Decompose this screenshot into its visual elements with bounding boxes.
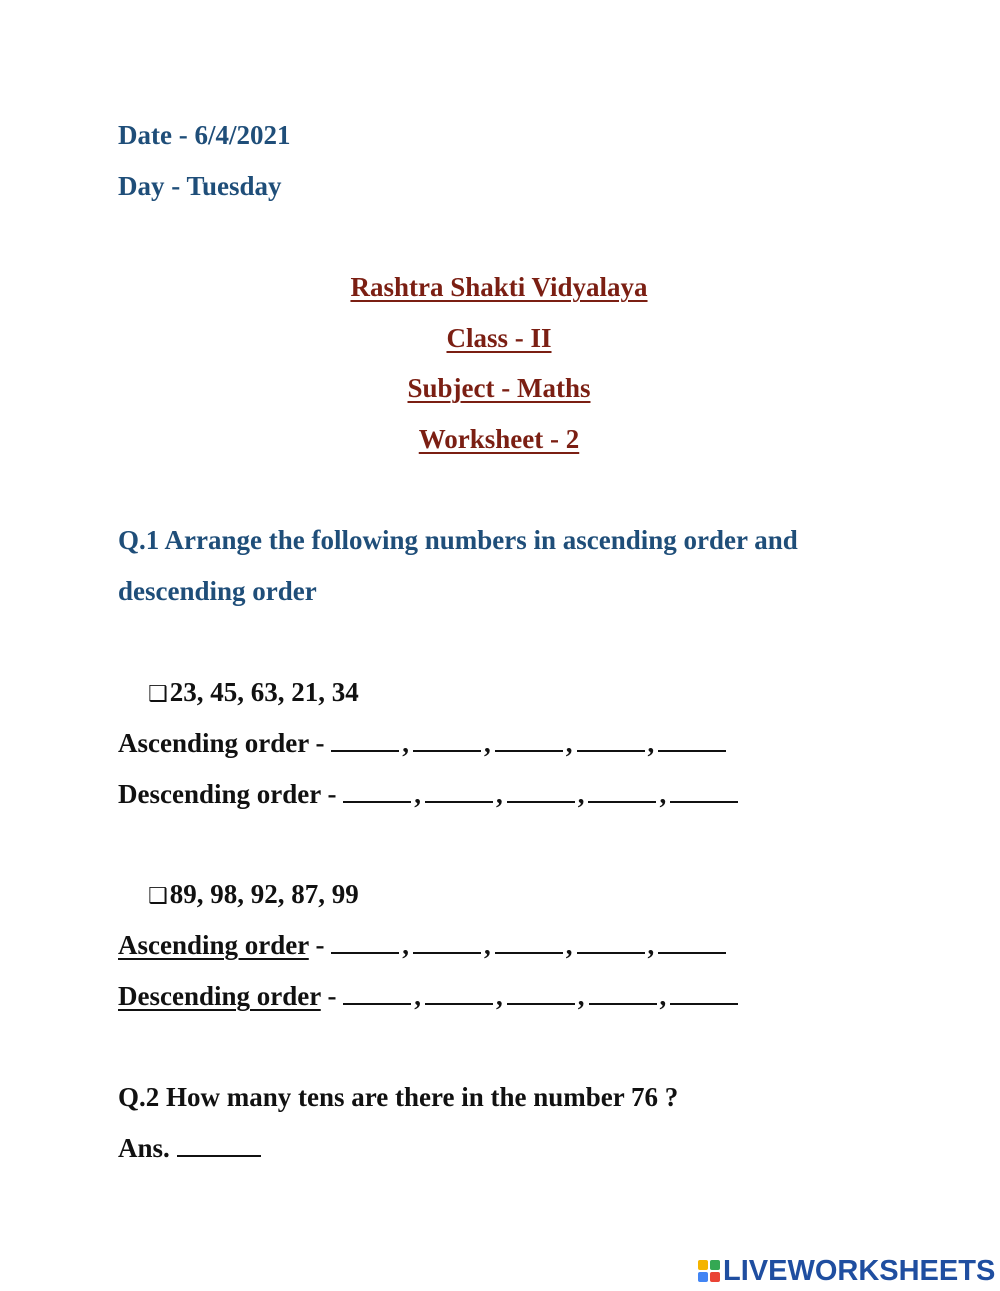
answer-blank[interactable] bbox=[413, 730, 481, 752]
answer-blank[interactable] bbox=[670, 983, 738, 1005]
set2-ascending-label: Ascending order bbox=[118, 930, 309, 960]
comma: , bbox=[647, 930, 655, 960]
answer-blank[interactable] bbox=[507, 781, 575, 803]
set1-ascending-row bbox=[118, 726, 726, 760]
logo-block bbox=[698, 1260, 708, 1270]
comma: , bbox=[484, 930, 491, 960]
comma: , bbox=[565, 930, 573, 960]
set1-ascending-label: Ascending order - bbox=[118, 728, 325, 758]
answer-blank[interactable] bbox=[343, 781, 411, 803]
set2-numbers-row bbox=[148, 877, 359, 914]
answer-blank[interactable] bbox=[425, 983, 493, 1005]
comma: , bbox=[659, 981, 667, 1011]
answer-blank[interactable] bbox=[577, 932, 645, 954]
title-block bbox=[0, 270, 998, 304]
logo-block bbox=[710, 1272, 720, 1282]
set2-ascending-row bbox=[118, 928, 726, 962]
worksheet-line bbox=[0, 422, 998, 456]
set2-descending-label: Descending order bbox=[118, 981, 321, 1011]
answer-blank[interactable] bbox=[589, 983, 657, 1005]
comma: , bbox=[659, 779, 667, 809]
subject-line bbox=[0, 371, 998, 405]
comma: , bbox=[495, 779, 503, 809]
class-label: Class - II bbox=[446, 323, 552, 353]
logo-blocks-icon bbox=[698, 1260, 720, 1282]
comma: , bbox=[414, 981, 421, 1011]
checkbox-bullet-icon: ❑ bbox=[148, 884, 168, 909]
day-text: Day - Tuesday bbox=[118, 171, 282, 201]
comma: , bbox=[577, 981, 585, 1011]
comma: , bbox=[565, 728, 573, 758]
comma: , bbox=[402, 930, 410, 960]
logo-block bbox=[710, 1260, 720, 1270]
answer-blank[interactable] bbox=[495, 730, 563, 752]
comma: , bbox=[577, 779, 585, 809]
set2-numbers: 89, 98, 92, 87, 99 bbox=[169, 879, 359, 909]
comma: , bbox=[402, 728, 409, 758]
liveworksheets-logo bbox=[698, 1254, 995, 1288]
answer-blank[interactable] bbox=[577, 730, 645, 752]
subject-label: Subject - Maths bbox=[407, 373, 591, 403]
school-name: Rashtra Shakti Vidyalaya bbox=[350, 272, 648, 302]
dash: - bbox=[327, 981, 337, 1011]
answer-blank[interactable] bbox=[413, 932, 481, 954]
set1-numbers-row bbox=[148, 675, 359, 712]
set2-descending-row bbox=[118, 979, 738, 1013]
set1-descending-label: Descending order - bbox=[118, 779, 337, 809]
comma: , bbox=[414, 779, 421, 809]
answer-blank[interactable] bbox=[588, 781, 656, 803]
answer-blank[interactable] bbox=[177, 1135, 261, 1157]
q2-answer-label: Ans. bbox=[118, 1133, 170, 1163]
answer-blank[interactable] bbox=[670, 781, 738, 803]
q1-line2: descending order bbox=[118, 576, 317, 606]
set1-descending-row bbox=[118, 777, 738, 811]
class-line bbox=[0, 321, 998, 355]
answer-blank[interactable] bbox=[658, 730, 726, 752]
comma: , bbox=[496, 981, 503, 1011]
comma: , bbox=[647, 728, 655, 758]
q2-question: Q.2 How many tens are there in the number 76 ? bbox=[118, 1082, 679, 1112]
set1-numbers: 23, 45, 63, 21, 34 bbox=[169, 677, 359, 707]
checkbox-bullet-icon: ❑ bbox=[148, 682, 168, 707]
answer-blank[interactable] bbox=[495, 932, 563, 954]
q1-line1: Q.1 Arrange the following numbers in ascending order and bbox=[118, 525, 798, 555]
answer-blank[interactable] bbox=[331, 730, 399, 752]
answer-blank[interactable] bbox=[507, 983, 575, 1005]
answer-blank[interactable] bbox=[425, 781, 493, 803]
logo-block bbox=[698, 1272, 708, 1282]
dash: - bbox=[315, 930, 325, 960]
q2-answer-row bbox=[118, 1131, 261, 1165]
answer-blank[interactable] bbox=[331, 932, 399, 954]
date-text: Date - 6/4/2021 bbox=[118, 120, 291, 150]
answer-blank[interactable] bbox=[343, 983, 411, 1005]
comma: , bbox=[484, 728, 491, 758]
answer-blank[interactable] bbox=[658, 932, 726, 954]
worksheet-label: Worksheet - 2 bbox=[418, 424, 580, 454]
logo-text: LIVEWORKSHEETS bbox=[723, 1254, 996, 1287]
